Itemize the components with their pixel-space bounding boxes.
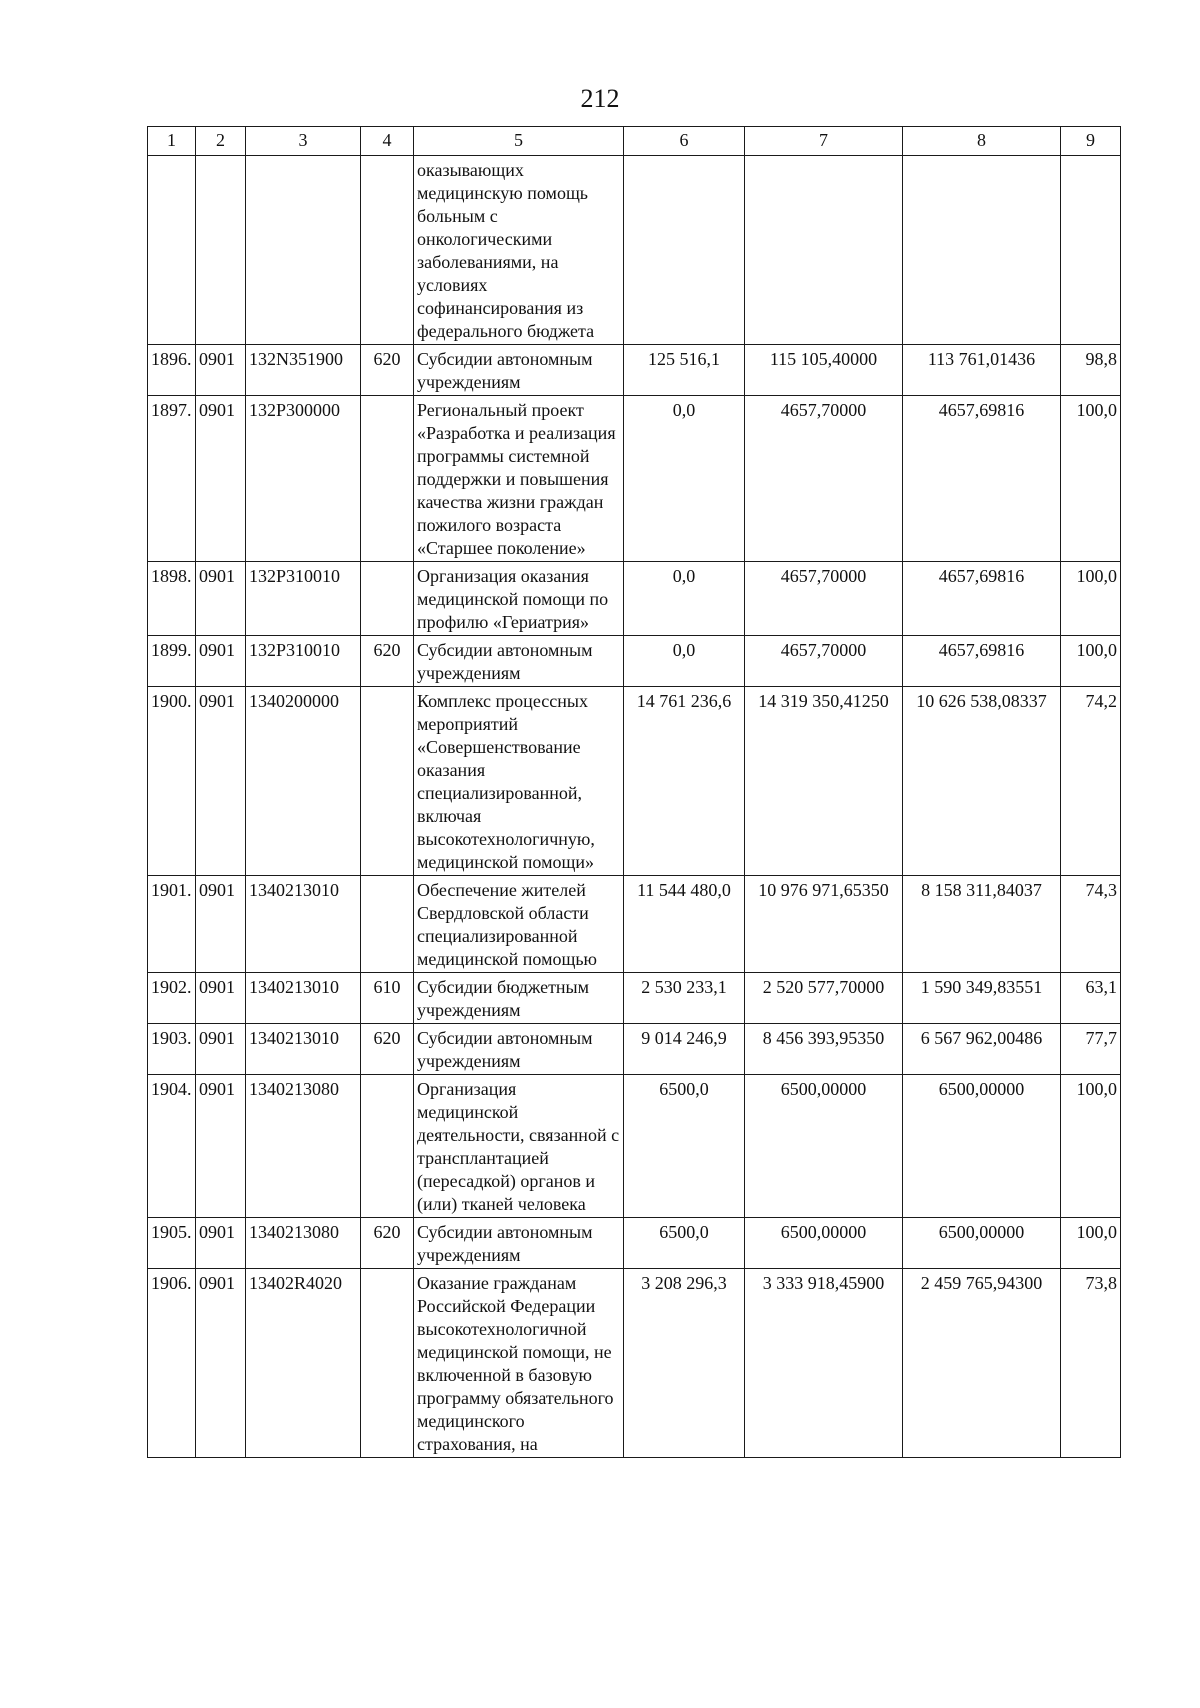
item-name: Обеспечение жителей Свердловской области специализированной медицинской помощью (414, 876, 624, 973)
item-name: оказывающих медицинскую помощь больным с онкологическими заболеваниями, на условиях софинансирования из федерального бюджета (414, 156, 624, 345)
section-code: 0901 (196, 396, 246, 562)
execution-percent: 100,0 (1061, 1218, 1121, 1269)
table-row (148, 1024, 1121, 1075)
row-number: 1896. (148, 345, 196, 396)
item-name: Субсидии автономным учреждениям (414, 636, 624, 687)
column-header: 9 (1061, 127, 1121, 156)
section-code (196, 156, 246, 345)
approved-amount: 9 014 246,9 (624, 1024, 745, 1075)
executed-amount: 6 567 962,00486 (903, 1024, 1061, 1075)
section-code: 0901 (196, 1269, 246, 1458)
column-header: 1 (148, 127, 196, 156)
row-number: 1899. (148, 636, 196, 687)
section-code: 0901 (196, 562, 246, 636)
table-row (148, 973, 1121, 1024)
section-code: 0901 (196, 345, 246, 396)
expense-type-code (361, 156, 414, 345)
budget-allocation: 8 456 393,95350 (745, 1024, 903, 1075)
budget-allocation: 4657,70000 (745, 562, 903, 636)
section-code: 0901 (196, 636, 246, 687)
approved-amount: 2 530 233,1 (624, 973, 745, 1024)
budget-allocation: 4657,70000 (745, 396, 903, 562)
execution-percent: 100,0 (1061, 562, 1121, 636)
target-article-code (246, 156, 361, 345)
item-name: Организация оказания медицинской помощи по профилю «Гериатрия» (414, 562, 624, 636)
item-name: Субсидии автономным учреждениям (414, 1024, 624, 1075)
column-header: 7 (745, 127, 903, 156)
approved-amount: 6500,0 (624, 1218, 745, 1269)
target-article-code: 1340200000 (246, 687, 361, 876)
expense-type-code (361, 562, 414, 636)
approved-amount: 11 544 480,0 (624, 876, 745, 973)
budget-allocation: 115 105,40000 (745, 345, 903, 396)
approved-amount: 3 208 296,3 (624, 1269, 745, 1458)
budget-allocation (745, 156, 903, 345)
expense-type-code (361, 1269, 414, 1458)
execution-percent: 100,0 (1061, 1075, 1121, 1218)
execution-percent: 100,0 (1061, 636, 1121, 687)
row-number: 1902. (148, 973, 196, 1024)
row-number: 1900. (148, 687, 196, 876)
approved-amount (624, 156, 745, 345)
expense-type-code (361, 876, 414, 973)
approved-amount: 6500,0 (624, 1075, 745, 1218)
executed-amount: 2 459 765,94300 (903, 1269, 1061, 1458)
table-row (148, 636, 1121, 687)
executed-amount: 4657,69816 (903, 562, 1061, 636)
expense-type-code: 620 (361, 636, 414, 687)
expense-type-code (361, 1075, 414, 1218)
target-article-code: 1340213010 (246, 973, 361, 1024)
target-article-code: 132N351900 (246, 345, 361, 396)
column-header: 4 (361, 127, 414, 156)
expense-type-code: 620 (361, 345, 414, 396)
row-number: 1906. (148, 1269, 196, 1458)
column-header: 6 (624, 127, 745, 156)
column-header: 3 (246, 127, 361, 156)
executed-amount: 4657,69816 (903, 636, 1061, 687)
approved-amount: 0,0 (624, 562, 745, 636)
budget-allocation: 2 520 577,70000 (745, 973, 903, 1024)
execution-percent: 74,2 (1061, 687, 1121, 876)
execution-percent: 100,0 (1061, 396, 1121, 562)
budget-allocation: 10 976 971,65350 (745, 876, 903, 973)
column-header: 2 (196, 127, 246, 156)
table-row (148, 687, 1121, 876)
executed-amount: 1 590 349,83551 (903, 973, 1061, 1024)
item-name: Региональный проект «Разработка и реализация программы системной поддержки и повышения качества жизни граждан пожилого возраста «Старшее поколение» (414, 396, 624, 562)
section-code: 0901 (196, 1075, 246, 1218)
budget-allocation: 6500,00000 (745, 1218, 903, 1269)
expense-type-code: 620 (361, 1024, 414, 1075)
section-code: 0901 (196, 687, 246, 876)
target-article-code: 1340213080 (246, 1075, 361, 1218)
row-number: 1905. (148, 1218, 196, 1269)
row-number: 1898. (148, 562, 196, 636)
table-row (148, 156, 1121, 345)
table-row (148, 345, 1121, 396)
approved-amount: 0,0 (624, 396, 745, 562)
table-row (148, 1075, 1121, 1218)
column-header: 8 (903, 127, 1061, 156)
row-number: 1903. (148, 1024, 196, 1075)
section-code: 0901 (196, 1024, 246, 1075)
item-name: Субсидии бюджетным учреждениям (414, 973, 624, 1024)
table-row (148, 1269, 1121, 1458)
section-code: 0901 (196, 1218, 246, 1269)
budget-allocation: 4657,70000 (745, 636, 903, 687)
table-body (148, 156, 1121, 1458)
executed-amount: 6500,00000 (903, 1218, 1061, 1269)
section-code: 0901 (196, 876, 246, 973)
header-row (148, 127, 1121, 156)
executed-amount: 4657,69816 (903, 396, 1061, 562)
execution-percent (1061, 156, 1121, 345)
expense-type-code (361, 687, 414, 876)
expense-type-code: 620 (361, 1218, 414, 1269)
table-row (148, 876, 1121, 973)
row-number: 1897. (148, 396, 196, 562)
expense-type-code: 610 (361, 973, 414, 1024)
item-name: Субсидии автономным учреждениям (414, 1218, 624, 1269)
item-name: Комплекс процессных мероприятий «Совершенствование оказания специализированной, включая высокотехнологичную, медицинской помощи» (414, 687, 624, 876)
budget-allocation: 14 319 350,41250 (745, 687, 903, 876)
item-name: Организация медицинской деятельности, связанной с трансплантацией (пересадкой) органов и (или) тканей человека (414, 1075, 624, 1218)
table-row (148, 396, 1121, 562)
expense-type-code (361, 396, 414, 562)
approved-amount: 125 516,1 (624, 345, 745, 396)
target-article-code: 1340213010 (246, 1024, 361, 1075)
budget-table (147, 126, 1121, 1458)
section-code: 0901 (196, 973, 246, 1024)
executed-amount: 10 626 538,08337 (903, 687, 1061, 876)
row-number (148, 156, 196, 345)
approved-amount: 0,0 (624, 636, 745, 687)
budget-allocation: 6500,00000 (745, 1075, 903, 1218)
column-header: 5 (414, 127, 624, 156)
execution-percent: 63,1 (1061, 973, 1121, 1024)
executed-amount: 6500,00000 (903, 1075, 1061, 1218)
table-row (148, 562, 1121, 636)
execution-percent: 74,3 (1061, 876, 1121, 973)
item-name: Оказание гражданам Российской Федерации высокотехнологичной медицинской помощи, не включенной в базовую программу обязательного медицинского страхования, на (414, 1269, 624, 1458)
table-row (148, 1218, 1121, 1269)
target-article-code: 13402R4020 (246, 1269, 361, 1458)
executed-amount: 113 761,01436 (903, 345, 1061, 396)
item-name: Субсидии автономным учреждениям (414, 345, 624, 396)
target-article-code: 132Р310010 (246, 562, 361, 636)
executed-amount: 8 158 311,84037 (903, 876, 1061, 973)
page-number: 212 (580, 84, 620, 113)
execution-percent: 77,7 (1061, 1024, 1121, 1075)
target-article-code: 132Р310010 (246, 636, 361, 687)
budget-allocation: 3 333 918,45900 (745, 1269, 903, 1458)
target-article-code: 132Р300000 (246, 396, 361, 562)
target-article-code: 1340213080 (246, 1218, 361, 1269)
row-number: 1904. (148, 1075, 196, 1218)
row-number: 1901. (148, 876, 196, 973)
execution-percent: 98,8 (1061, 345, 1121, 396)
target-article-code: 1340213010 (246, 876, 361, 973)
execution-percent: 73,8 (1061, 1269, 1121, 1458)
executed-amount (903, 156, 1061, 345)
approved-amount: 14 761 236,6 (624, 687, 745, 876)
